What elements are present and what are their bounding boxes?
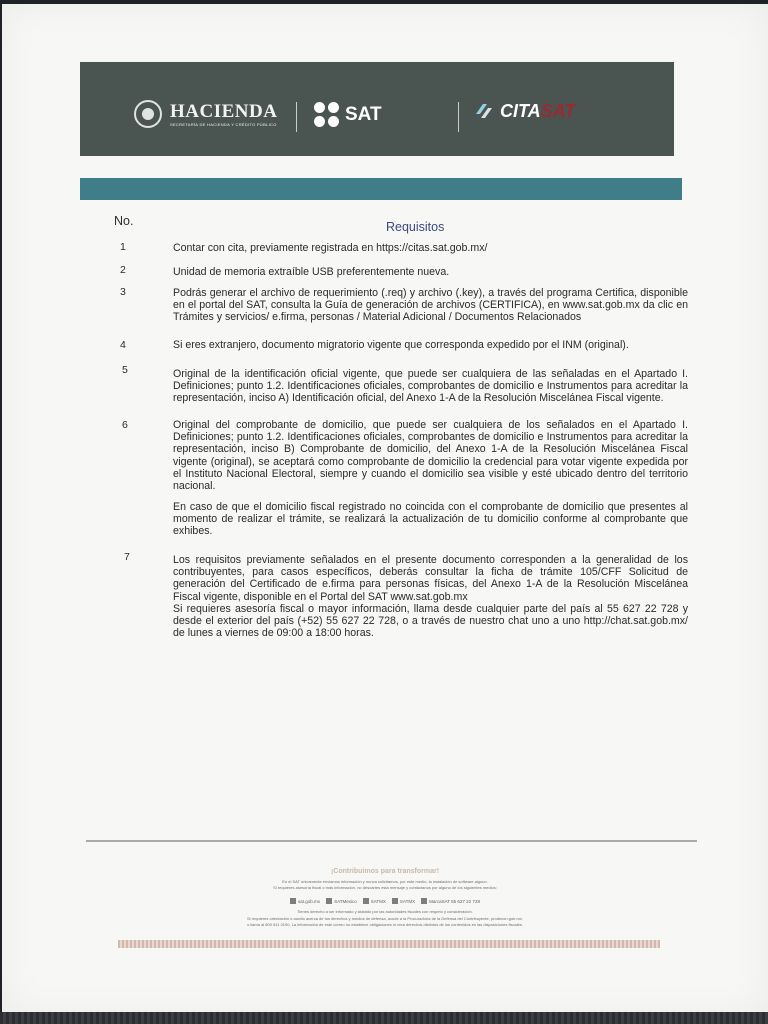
requirement-number: 2 (120, 264, 126, 276)
requirement-number: 3 (120, 286, 126, 298)
phone-icon (421, 898, 427, 904)
footer-notice: Si requieres orientación o auxilio acerca de tus derechos y medios de defensa, acude a la Procuraduría de la Defensa del Contribuyente, prodecon.gob.mx, (247, 916, 523, 921)
footer-notice: Tienes derecho a ser informado y asistido por las autoridades fiscales con respeto y consideración. (297, 909, 473, 914)
requirement-text: Contar con cita, previamente registrada en https://citas.sat.gob.mx/ (173, 242, 488, 254)
sat-label: SAT (345, 103, 382, 125)
requirement-number: 5 (122, 364, 128, 376)
requirement-text: Original de la identificación oficial vigente, que puede ser cualquiera de las señaladas en el Apartado I. Definiciones; punto 1.2. Identificaciones oficiales, comprobantes de domicilio e Instrumentos para acreditar la representación, inciso A) Identificación oficial, del Anexo 1-A de la Resolución Miscelánea Fiscal vigente. (173, 368, 688, 405)
footer-social-links (2, 898, 768, 904)
column-header-no: No. (114, 214, 134, 228)
phone-link[interactable]: MarcaSAT 55 627 22 728 (421, 898, 480, 904)
hacienda-logo (134, 100, 277, 128)
hacienda-title: HACIENDA (170, 100, 278, 122)
footer-slogan: ¡Contribuimos para transformar! (330, 868, 440, 875)
requirement-number: 6 (122, 419, 128, 431)
hacienda-subtitle: SECRETARÍA DE HACIENDA Y CRÉDITO PÚBLICO (170, 121, 277, 127)
requirement-note: En caso de que el domicilio fiscal registrado no coincida con el comprobante de domicilio que presentes al momento de realizar el trámite, se realizará la actualización de tu domicilio conforme al comprobante que exhibes. (173, 501, 688, 538)
twitter-link[interactable]: SATMX (363, 898, 386, 904)
footer-decorative-strip (118, 940, 660, 948)
website-link[interactable]: sat.gob.mx (290, 898, 320, 904)
footer-notice: Si requieres asesoría fiscal o más información, no descartes esta mensaje y contáctanos por alguno de los siguientes medios: (273, 885, 497, 890)
requirement-text: Podrás generar el archivo de requerimiento (.req) y archivo (.key), a través del programa Certifica, disponible en el portal del SAT, consulta la Guía de generación de archivos (CERTIFICA), en www.sat.gob.mx da clic en Trámites y servicios/ e.firma, personas / Material Adicional / Documentos Relacionados (173, 287, 688, 324)
footer-notice: o llama al 800 611 0190. La información de este correo no establece obligaciones ni crea derechos distintos de los contenidos en las disposiciones fiscales. (247, 922, 523, 927)
requirement-number: 1 (120, 241, 126, 253)
twitter-icon (363, 898, 369, 904)
facebook-link[interactable]: SATMexico (326, 898, 357, 904)
national-seal-icon (134, 100, 162, 128)
requirement-text: Unidad de memoria extraíble USB preferentemente nueva. (173, 266, 450, 278)
youtube-icon (392, 898, 398, 904)
header-accent-bar (80, 178, 682, 200)
requirement-text: Los requisitos previamente señalados en el presente documento corresponden a la generalidad de los contribuyentes, para casos específicos, deberás consultar la ficha de trámite 105/CFF Solicitud de generación del Certificado de e.firma para personas físicas, del Anexo 1-A de la Resolución Miscelánea Fiscal vigente, disponible en el Portal del SAT www.sat.gob.mx (173, 554, 688, 603)
requirement-number: 4 (120, 339, 126, 351)
youtube-link[interactable]: SATMX (392, 898, 415, 904)
globe-icon (290, 898, 296, 904)
header-banner (80, 62, 674, 156)
requirement-text: Si eres extranjero, documento migratorio vigente que corresponda expedido por el INM (original). (173, 339, 629, 351)
column-header-requisitos: Requisitos (386, 220, 445, 234)
document-page (2, 4, 768, 1016)
logo-divider (458, 102, 459, 132)
citasat-icon (472, 100, 494, 122)
background-surface (0, 1012, 768, 1024)
requirement-number: 7 (124, 551, 130, 563)
sat-logo (314, 102, 382, 127)
footer-divider (86, 840, 697, 842)
logo-divider (296, 102, 297, 132)
citasat-logo (472, 100, 575, 122)
requirement-text: Original del comprobante de domicilio, que puede ser cualquiera de los señalados en el Apartado I. Definiciones; punto 1.2. Identificaciones oficiales, comprobantes de domicilio e Instrumentos para acreditar la representación, inciso B) Comprobante de domicilio, del Anexo 1-A de la Resolución Miscelánea Fiscal vigente (original), se aceptará como comprobante de domicilio la credencial para votar vigente expedida por el Instituto Nacional Electoral, siempre y cuando el domicilio sea visible y esté ubicado dentro del territorio nacional. (173, 419, 688, 493)
requirement-note: Si requieres asesoría fiscal o mayor información, llama desde cualquier parte del país al 55 627 22 728 y desde el exterior del país (+52) 55 627 22 728, o a través de nuestro chat uno a uno http://chat.sat.gob.mx/ de lunes a viernes de 09:00 a 18:00 horas. (173, 603, 688, 640)
citasat-label: CITASAT (500, 100, 576, 121)
facebook-icon (326, 898, 332, 904)
footer-notice: En el SAT únicamente enviamos información y nunca solicitamos, por este medio, la instalación de software alguno. (282, 879, 488, 884)
sat-dots-icon (314, 102, 339, 127)
